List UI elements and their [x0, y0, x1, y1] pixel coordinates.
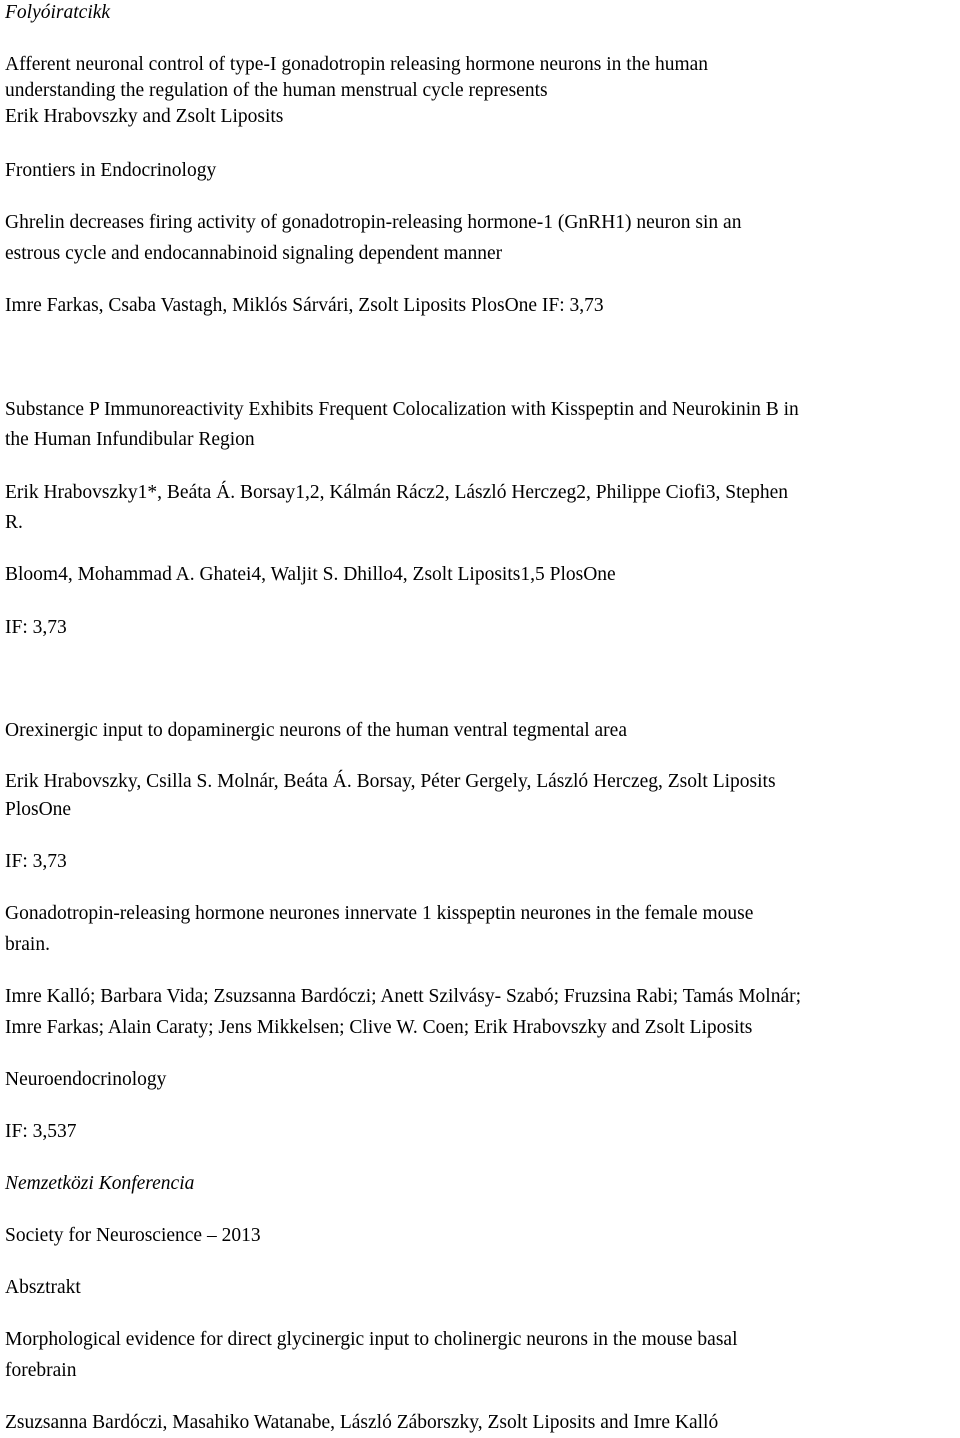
article-journal: Frontiers in Endocrinology [5, 160, 217, 181]
impact-factor: IF: 3,73 [5, 851, 67, 872]
section-heading-conference: Nemzetközi Konferencia [5, 1173, 195, 1194]
abstract-label: Absztrakt [5, 1277, 81, 1298]
article-title: Orexinergic input to dopaminergic neurons of the human ventral tegmental area [5, 720, 627, 741]
article-title: estrous cycle and endocannabinoid signaling dependent manner [5, 243, 503, 264]
impact-factor: IF: 3,537 [5, 1121, 77, 1142]
article-title: Ghrelin decreases firing activity of gonadotropin-releasing hormone-1 (GnRH1) neuron sin an [5, 212, 742, 233]
article-authors: Erik Hrabovszky1*, Beáta Á. Borsay1,2, Kálmán Rácz2, László Herczeg2, Philippe Ciofi3, Stephen [5, 482, 789, 503]
conference-name: Society for Neuroscience – 2013 [5, 1225, 261, 1246]
impact-factor: IF: 3,73 [5, 617, 67, 638]
article-authors: Erik Hrabovszky and Zsolt Liposits [5, 106, 284, 127]
abstract-authors: Zsuzsanna Bardóczi, Masahiko Watanabe, László Záborszky, Zsolt Liposits and Imre Kalló [5, 1412, 719, 1433]
article-title: understanding the regulation of the human menstrual cycle represents [5, 80, 548, 101]
article-authors: Erik Hrabovszky, Csilla S. Molnár, Beáta Á. Borsay, Péter Gergely, László Herczeg, Zsolt Liposits [5, 771, 776, 792]
article-title: brain. [5, 934, 50, 955]
article-authors: Bloom4, Mohammad A. Ghatei4, Waljit S. Dhillo4, Zsolt Liposits1,5 PlosOne [5, 564, 616, 585]
article-authors: Imre Farkas, Csaba Vastagh, Miklós Sárvári, Zsolt Liposits PlosOne IF: 3,73 [5, 295, 604, 316]
article-authors: Imre Kalló; Barbara Vida; Zsuzsanna Bardóczi; Anett Szilvásy- Szabó; Fruzsina Rabi; Tamás Molnár; [5, 986, 802, 1007]
article-authors: R. [5, 512, 23, 533]
article-journal: Neuroendocrinology [5, 1069, 167, 1090]
article-title: Gonadotropin-releasing hormone neurones innervate 1 kisspeptin neurones in the female mouse [5, 903, 754, 924]
article-authors: Imre Farkas; Alain Caraty; Jens Mikkelsen; Clive W. Coen; Erik Hrabovszky and Zsolt Liposits [5, 1017, 753, 1038]
abstract-title: Morphological evidence for direct glycinergic input to cholinergic neurons in the mouse basal [5, 1329, 738, 1350]
article-title: Substance P Immunoreactivity Exhibits Frequent Colocalization with Kisspeptin and Neurokinin B in [5, 399, 799, 420]
abstract-title: forebrain [5, 1360, 77, 1381]
article-title: Afferent neuronal control of type-I gonadotropin releasing hormone neurons in the human [5, 54, 709, 75]
article-journal: PlosOne [5, 799, 72, 820]
article-title: the Human Infundibular Region [5, 429, 255, 450]
section-heading-journal: Folyóiratcikk [5, 2, 111, 23]
